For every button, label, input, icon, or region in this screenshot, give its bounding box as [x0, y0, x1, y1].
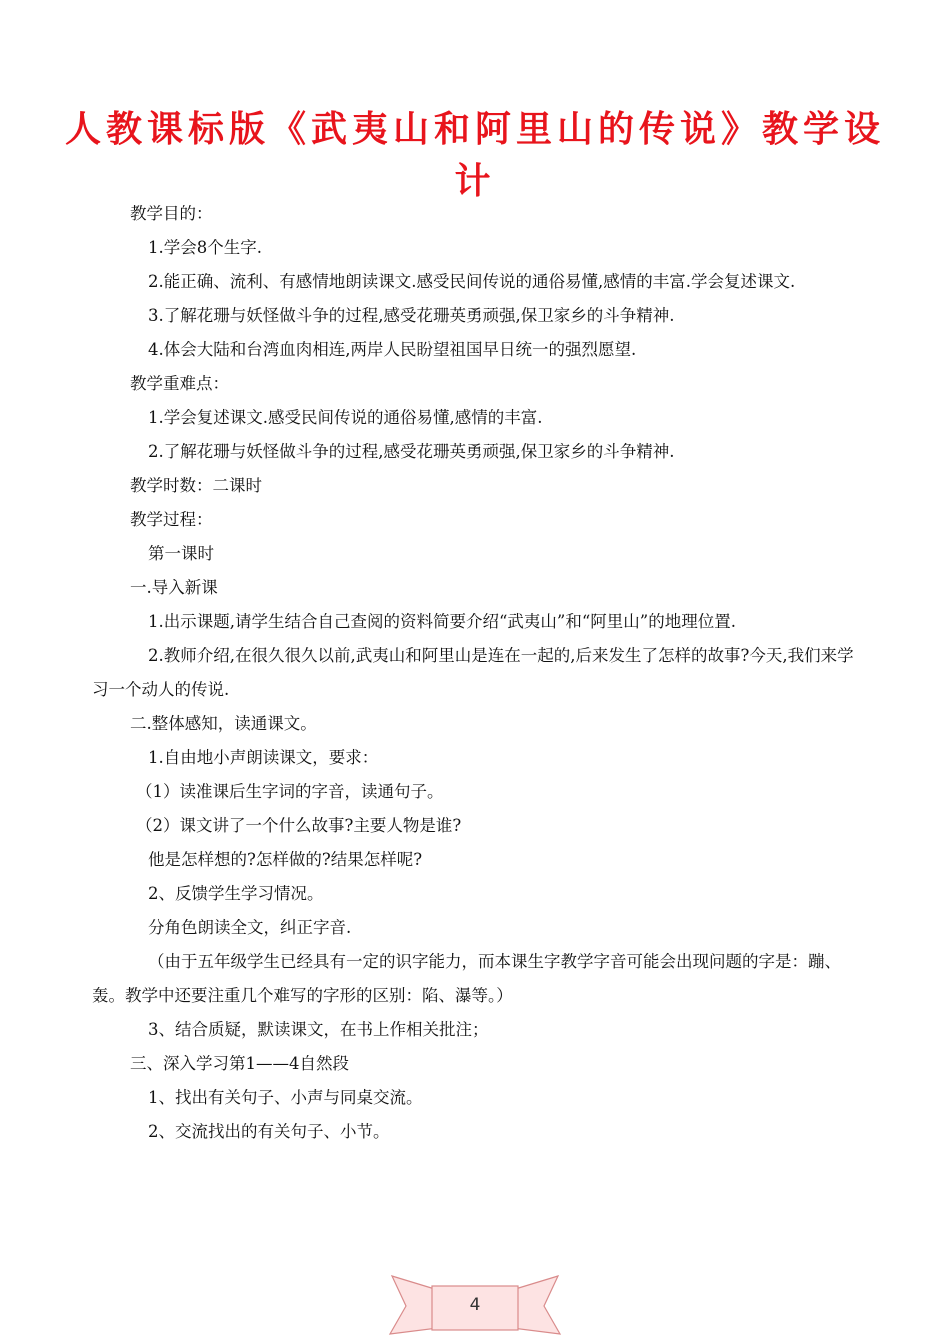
paragraph: 2.了解花珊与妖怪做斗争的过程,感受花珊英勇顽强,保卫家乡的斗争精神. — [148, 442, 675, 461]
paragraph: 分角色朗读全文，纠正字音. — [148, 918, 352, 937]
paragraph: 第一课时 — [148, 544, 214, 563]
document-title: 人教课标版《武夷山和阿里山的传说》教学设计 — [64, 109, 885, 202]
paragraph: 2、交流找出的有关句子、小节。 — [148, 1122, 390, 1141]
paragraph: 1.自由地小声朗读课文，要求： — [148, 748, 379, 767]
paragraph: 教学过程： — [130, 510, 213, 529]
page-number: 4 — [469, 1295, 481, 1315]
page-number-badge — [380, 1272, 570, 1338]
paragraph: 1.学会复述课文.感受民间传说的通俗易懂,感情的丰富. — [148, 408, 543, 427]
paragraph: 教学时数：二课时 — [130, 476, 262, 495]
paragraph: （1）读准课后生字词的字音，读通句子。 — [136, 782, 444, 801]
paragraph: 2.教师介绍,在很久很久以前,武夷山和阿里山是连在一起的,后来发生了怎样的故事?今天,我们来学习一个动人的传说. — [92, 646, 854, 699]
paragraph: （由于五年级学生已经具有一定的识字能力，而本课生字教学字音可能会出现问题的字是：蹦、轰。教学中还要注重几个难写的字形的区别：陷、瀑等。） — [92, 952, 841, 1005]
paragraph: 1、找出有关句子、小声与同桌交流。 — [148, 1088, 423, 1107]
document-body — [92, 197, 862, 1149]
paragraph: 1.出示课题,请学生结合自己查阅的资料简要介绍“武夷山”和“阿里山”的地理位置. — [148, 612, 736, 631]
paragraph: 一.导入新课 — [130, 578, 218, 597]
paragraph: 2、反馈学生学习情况。 — [148, 884, 324, 903]
paragraph: 2.能正确、流利、有感情地朗读课文.感受民间传说的通俗易懂,感情的丰富.学会复述课文. — [148, 272, 796, 291]
paragraph: 二.整体感知，读通课文。 — [130, 714, 317, 733]
paragraph: 三、深入学习第1——4自然段 — [130, 1054, 349, 1073]
paragraph: 教学重难点： — [130, 374, 229, 393]
paragraph: 3、结合质疑，默读课文，在书上作相关批注； — [148, 1020, 489, 1039]
paragraph: 3.了解花珊与妖怪做斗争的过程,感受花珊英勇顽强,保卫家乡的斗争精神. — [148, 306, 675, 325]
paragraph: 1.学会8个生字. — [148, 238, 262, 257]
paragraph: （2）课文讲了一个什么故事?主要人物是谁? — [136, 816, 462, 835]
paragraph: 教学目的： — [130, 204, 213, 223]
paragraph: 4.体会大陆和台湾血肉相连,两岸人民盼望祖国早日统一的强烈愿望. — [148, 340, 637, 359]
paragraph: 他是怎样想的?怎样做的?结果怎样呢? — [148, 850, 423, 869]
